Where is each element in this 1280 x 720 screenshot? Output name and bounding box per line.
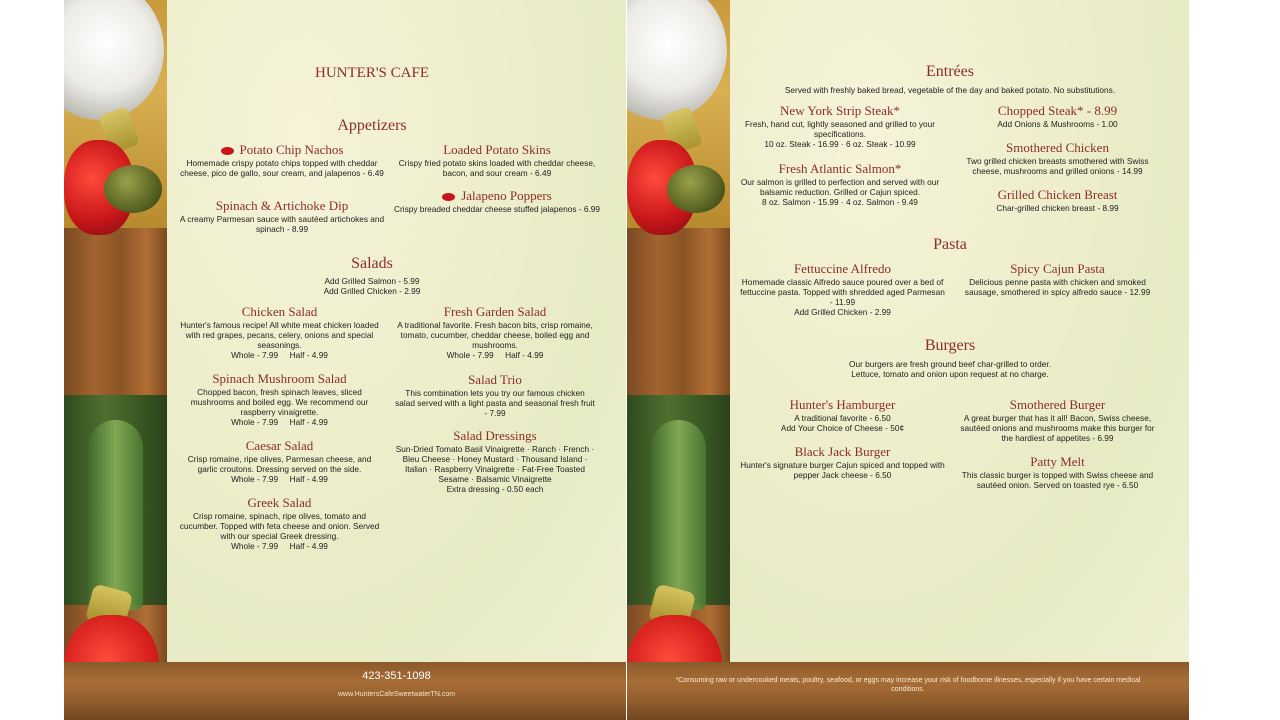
item-desc: A creamy Parmesan sauce with sautéed artichokes and spinach - 8.99 (179, 214, 385, 234)
section-heading-salads: Salads (351, 255, 393, 272)
entrees-note: Served with freshly baked bread, vegetable of the day and baked potato. No substitutions. (784, 85, 1116, 95)
item-name: Chicken Salad (241, 304, 318, 319)
item-name: Caesar Salad (245, 438, 314, 453)
item-desc: Chopped bacon, fresh spinach leaves, sliced mushrooms and boiled egg. We recommend our raspberry vinaigrette. (190, 387, 369, 417)
item-name: Loaded Potato Skins (443, 142, 551, 157)
item-price: Add Grilled Chicken - 2.99 (794, 307, 891, 317)
item-price: Extra dressing - 0.50 each (446, 484, 544, 494)
salad-addons: Add Grilled Salmon - 5.99 Add Grilled Chicken - 2.99 (323, 276, 421, 296)
item-price: 8 oz. Salmon - 15.99 · 4 oz. Salmon - 9.49 (762, 197, 918, 207)
item-name: Spinach Mushroom Salad (212, 371, 347, 386)
footnote: *Consuming raw or undercooked meats, poultry, seafood, or eggs may increase your risk of foodborne illnesses, especially if you have certain medical conditions. (675, 677, 1141, 693)
bottle-image (651, 420, 706, 610)
item-desc: Our salmon is grilled to perfection and served with our balsamic reduction. Grilled or Cajun spiced. (740, 177, 940, 197)
menu-page-left (64, 0, 626, 720)
featured-badge-icon (221, 147, 234, 155)
item-name: New York Strip Steak* (780, 103, 900, 118)
item-name: Jalapeno Poppers (461, 188, 552, 203)
item-name: Hunter's Hamburger (789, 397, 896, 412)
menu-item (177, 304, 382, 360)
section-heading-entrees: Entrées (926, 63, 974, 80)
item-name: Grilled Chicken Breast (997, 187, 1118, 202)
item-name: Chopped Steak* - 8.99 (997, 103, 1118, 118)
item-price: Add Your Choice of Cheese - 50¢ (780, 423, 905, 433)
menu-item (177, 198, 387, 234)
item-price: Whole - 7.99 Half - 4.99 (231, 474, 328, 484)
menu-item (397, 142, 597, 178)
item-desc: A traditional favorite. Fresh bacon bits, crisp romaine, tomato, cucumber, cheddar cheese, boiled egg and mushrooms. (397, 320, 593, 350)
item-price: Whole - 7.99 Half - 4.99 (446, 350, 544, 360)
item-desc: A traditional favorite - 6.50 (794, 413, 891, 423)
item-name: Black Jack Burger (794, 444, 891, 459)
item-desc: Homemade classic Alfredo sauce poured over a bed of fettuccine pasta. Topped with shredded aged Parmesan - 11.99 (740, 277, 945, 307)
item-desc: Add Onions & Mushrooms - 1.00 (997, 119, 1118, 129)
menu-item (395, 372, 595, 418)
item-desc: Hunter's signature burger Cajun spiced and topped with pepper Jack cheese - 6.50 (740, 460, 945, 480)
menu-item (955, 103, 1160, 129)
menu-item (395, 304, 595, 360)
menu-item (740, 444, 945, 480)
item-desc: Crisp romaine, ripe olives, Parmesan cheese, and garlic croutons. Dressing served on the side. (187, 454, 372, 474)
olive-image (667, 165, 725, 213)
menu-item (955, 140, 1160, 176)
item-price: Whole - 7.99 Half - 4.99 (231, 541, 328, 551)
phone-number: 423-351-1098 (362, 670, 431, 682)
item-price: Whole - 7.99 Half - 4.99 (231, 417, 328, 427)
item-name: Smothered Burger (1009, 397, 1106, 412)
menu-item (177, 495, 382, 551)
item-desc: A great burger that has it all! Bacon, Swiss cheese, sautéed onions and mushrooms make this burger for the hardiest of appetites - 6.99 (960, 413, 1155, 443)
item-desc: Two grilled chicken breasts smothered with Swiss cheese, mushrooms and grilled onions - 14.99 (966, 156, 1149, 176)
menu-item (740, 397, 945, 433)
item-name: Spicy Cajun Pasta (1010, 261, 1105, 276)
menu-item (395, 428, 595, 494)
website: www.HuntersCafeSweetwaterTN.com (337, 691, 456, 698)
item-name: Greek Salad (247, 495, 312, 510)
menu-item (955, 261, 1160, 297)
item-desc: Char-grilled chicken breast - 8.99 (996, 203, 1119, 213)
item-name: Spinach & Artichoke Dip (215, 198, 349, 213)
item-desc: Homemade crispy potato chips topped with cheddar cheese, pico de gallo, sour cream, and jalapenos - 6.49 (180, 158, 384, 178)
item-desc: Sun-Dried Tomato Basil Vinaigrette · Ranch · French · Bleu Cheese · Honey Mustard · Thousand Island · Italian · Raspberry Vinaigrette · Fat-Free Toasted Sesame · Balsamic Vinaigrette (395, 444, 595, 484)
item-name: Fresh Atlantic Salmon* (778, 161, 902, 176)
menu-item (740, 261, 945, 317)
section-heading-burgers: Burgers (924, 337, 976, 354)
item-desc: This combination lets you try our famous chicken salad served with a light pasta and seasonal fresh fruit - 7.99 (395, 388, 595, 418)
item-desc: Delicious penne pasta with chicken and smoked sausage, smothered in spicy alfredo sauce - 12.99 (964, 277, 1151, 297)
item-price: 10 oz. Steak - 16.99 · 6 oz. Steak - 10.99 (764, 139, 916, 149)
menu-content (730, 0, 1189, 662)
burgers-note: Our burgers are fresh ground beef char-grilled to order. Lettuce, tomato and onion upon request at no charge. (849, 359, 1051, 379)
item-desc: This classic burger is topped with Swiss cheese and sautéed onion. Served on toasted rye - 6.50 (961, 470, 1154, 490)
wood-board (627, 662, 1189, 720)
item-name: Patty Melt (1030, 454, 1085, 469)
menu-item (392, 188, 602, 214)
menu-item (740, 103, 940, 149)
section-heading-pasta: Pasta (933, 236, 967, 253)
menu-page-right (627, 0, 1189, 720)
item-name: Fresh Garden Salad (443, 304, 547, 319)
item-desc: Crispy fried potato skins loaded with cheddar cheese, bacon, and sour cream - 6.49 (398, 158, 596, 178)
item-name: Salad Trio (468, 372, 522, 387)
bottle-image (88, 420, 143, 610)
item-price: Whole - 7.99 Half - 4.99 (231, 350, 328, 360)
item-name: Salad Dressings (453, 428, 537, 443)
section-heading-appetizers: Appetizers (337, 117, 407, 134)
olive-image (104, 165, 162, 213)
item-desc: Crisp romaine, spinach, ripe olives, tomato and cucumber. Topped with feta cheese and onion. Served with our special Greek dressing. (179, 511, 380, 541)
item-name: Smothered Chicken (1006, 140, 1109, 155)
menu-item (955, 454, 1160, 490)
menu-item (955, 397, 1160, 443)
wood-board (64, 662, 626, 720)
featured-badge-icon (442, 193, 455, 201)
cafe-title: HUNTER'S CAFE (315, 65, 429, 81)
menu-item (177, 438, 382, 484)
menu-item (177, 142, 387, 178)
menu-item (740, 161, 940, 207)
item-desc: Hunter's famous recipe! All white meat chicken loaded with red grapes, pecans, celery, onions and special seasonings. (180, 320, 379, 350)
item-name: Fettuccine Alfredo (793, 261, 892, 276)
item-desc: Crispy breaded cheddar cheese stuffed jalapenos - 6.99 (393, 204, 601, 214)
item-name: Potato Chip Nachos (239, 142, 344, 157)
menu-content (167, 0, 626, 662)
menu-item (955, 187, 1160, 213)
menu-item (177, 371, 382, 427)
item-desc: Fresh, hand cut, lightly seasoned and grilled to your specifications. (744, 119, 936, 139)
